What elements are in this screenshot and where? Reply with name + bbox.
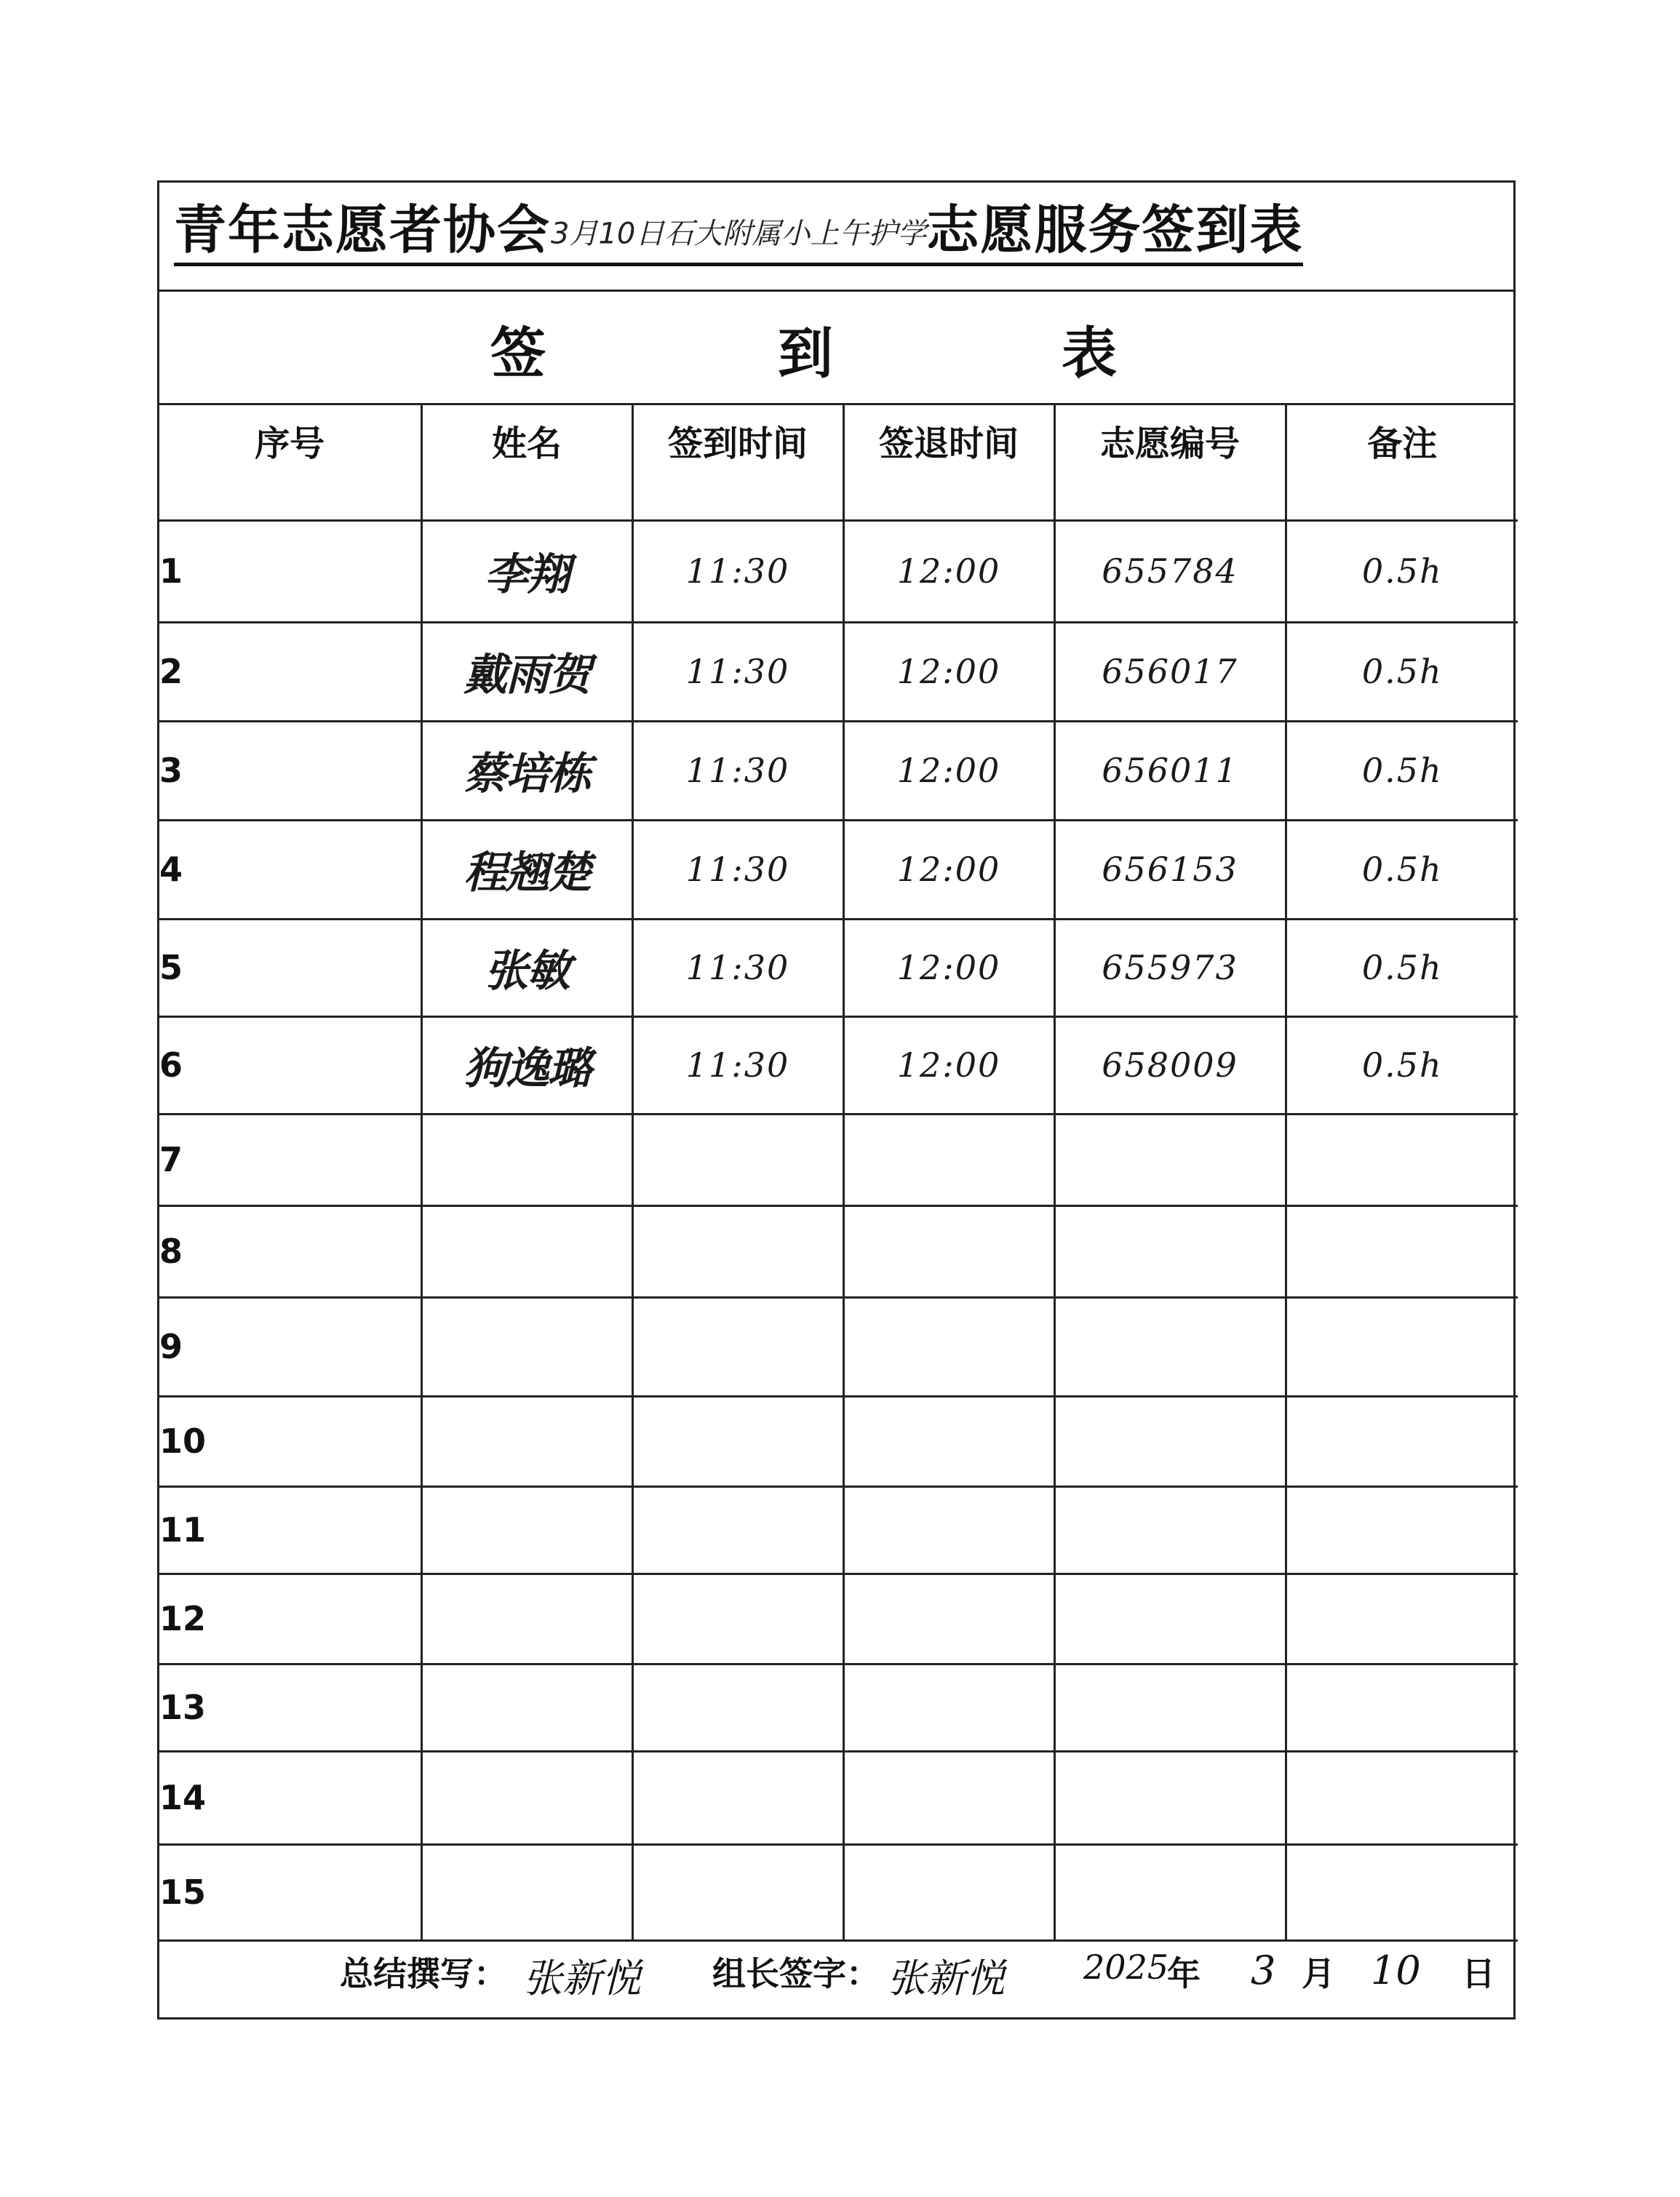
sign-out-time-cell: [843, 1751, 1054, 1844]
sign-out-time-cell: 12:00: [843, 820, 1054, 919]
table-row: [159, 919, 1518, 1016]
sign-out-time-cell: [843, 1664, 1054, 1751]
summary-signature: 张新悦: [523, 1955, 641, 2001]
sign-out-time-cell: [843, 1114, 1054, 1205]
volunteer-id-cell: [1054, 1114, 1286, 1205]
sign-in-time-cell: 11:30: [632, 721, 843, 820]
table-row: [159, 1205, 1518, 1297]
sign-out-time-cell: [843, 1297, 1054, 1396]
volunteer-id-cell: [1054, 1297, 1286, 1396]
table-row: [159, 622, 1518, 721]
note-cell: 0.5h: [1286, 1016, 1518, 1114]
sheet-title: [174, 199, 1303, 266]
volunteer-id-cell: 656153: [1054, 820, 1286, 919]
name-cell: [421, 1297, 632, 1396]
volunteer-id-cell: [1054, 1664, 1286, 1751]
sign-out-time-cell: 12:00: [843, 721, 1054, 820]
note-cell: [1286, 1574, 1518, 1664]
row-number: 12: [159, 1574, 421, 1664]
volunteer-id-cell: 658009: [1054, 1016, 1286, 1114]
sign-in-time-cell: [632, 1664, 843, 1751]
volunteer-id-cell: 656017: [1054, 622, 1286, 721]
year-label: 年: [1167, 1954, 1201, 1993]
note-cell: 0.5h: [1286, 721, 1518, 820]
name-cell: [421, 1486, 632, 1574]
sign-in-time-cell: 11:30: [632, 520, 843, 622]
col-header-no: 序号: [159, 405, 421, 520]
col-header-note: 备注: [1286, 405, 1518, 520]
leader-signature: 张新悦: [887, 1955, 1005, 2001]
table-row: [159, 721, 1518, 820]
sign-in-time-cell: [632, 1396, 843, 1486]
sign-out-time-cell: 12:00: [843, 919, 1054, 1016]
summary-label: 总结撰写：: [340, 1954, 507, 1993]
col-header-sign-in-time: 签到时间: [632, 405, 843, 520]
title-org: 青年志愿者协会: [174, 199, 552, 260]
leader-label: 组长签字：: [712, 1954, 880, 1993]
title-row: [159, 183, 1513, 292]
sign-in-time-cell: 11:30: [632, 622, 843, 721]
row-number: 1: [159, 520, 421, 622]
subtitle-char-2: 到: [778, 321, 833, 386]
date-day: 10: [1371, 1947, 1421, 1993]
name-cell: [421, 1396, 632, 1486]
note-cell: [1286, 1486, 1518, 1574]
sign-in-time-cell: 11:30: [632, 919, 843, 1016]
row-number: 9: [159, 1297, 421, 1396]
col-header-sign-out-time: 签退时间: [843, 405, 1054, 520]
title-handwritten-event: 3月10日石大附属小上午护学: [551, 217, 927, 251]
subtitle-row: [159, 292, 1513, 405]
row-number: 10: [159, 1396, 421, 1486]
table-row: [159, 1664, 1518, 1751]
sign-in-time-cell: 11:30: [632, 1016, 843, 1114]
note-cell: [1286, 1664, 1518, 1751]
sign-in-time-cell: 11:30: [632, 820, 843, 919]
table-row: [159, 1016, 1518, 1114]
col-header-name: 姓名: [421, 405, 632, 520]
name-cell: 程翘楚: [421, 820, 632, 919]
row-number: 13: [159, 1664, 421, 1751]
volunteer-id-cell: [1054, 1574, 1286, 1664]
row-number: 4: [159, 820, 421, 919]
note-cell: 0.5h: [1286, 622, 1518, 721]
day-label: 日: [1462, 1954, 1495, 1993]
name-cell: 狗逸璐: [421, 1016, 632, 1114]
name-cell: 戴雨贺: [421, 622, 632, 721]
note-cell: 0.5h: [1286, 820, 1518, 919]
note-cell: [1286, 1751, 1518, 1844]
sign-out-time-cell: [843, 1205, 1054, 1297]
sign-out-time-cell: [843, 1486, 1054, 1574]
table-row: [159, 1396, 1518, 1486]
row-number: 15: [159, 1844, 421, 1940]
table-row: [159, 1574, 1518, 1664]
volunteer-id-cell: [1054, 1486, 1286, 1574]
row-number: 8: [159, 1205, 421, 1297]
volunteer-id-cell: [1054, 1751, 1286, 1844]
volunteer-id-cell: 655784: [1054, 520, 1286, 622]
table-row: [159, 1297, 1518, 1396]
sign-in-time-cell: [632, 1486, 843, 1574]
sign-in-table: [159, 405, 1518, 1942]
sign-in-time-cell: [632, 1114, 843, 1205]
sign-out-time-cell: 12:00: [843, 622, 1054, 721]
table-row: [159, 820, 1518, 919]
col-header-volunteer-id: 志愿编号: [1054, 405, 1286, 520]
name-cell: [421, 1205, 632, 1297]
sign-in-time-cell: [632, 1574, 843, 1664]
sign-out-time-cell: 12:00: [843, 1016, 1054, 1114]
row-number: 3: [159, 721, 421, 820]
name-cell: [421, 1664, 632, 1751]
note-cell: [1286, 1114, 1518, 1205]
sign-out-time-cell: [843, 1396, 1054, 1486]
sign-out-time-cell: 12:00: [843, 520, 1054, 622]
row-number: 7: [159, 1114, 421, 1205]
name-cell: [421, 1574, 632, 1664]
row-number: 14: [159, 1751, 421, 1844]
row-number: 5: [159, 919, 421, 1016]
name-cell: 张敏: [421, 919, 632, 1016]
volunteer-id-cell: [1054, 1396, 1286, 1486]
name-cell: [421, 1751, 632, 1844]
volunteer-id-cell: 655973: [1054, 919, 1286, 1016]
table-row: [159, 1114, 1518, 1205]
note-cell: [1286, 1396, 1518, 1486]
sign-in-time-cell: [632, 1297, 843, 1396]
name-cell: [421, 1114, 632, 1205]
note-cell: 0.5h: [1286, 520, 1518, 622]
subtitle-char-3: 表: [1062, 321, 1117, 386]
subtitle-char-1: 签: [490, 321, 546, 386]
name-cell: 蔡培栋: [421, 721, 632, 820]
note-cell: 0.5h: [1286, 919, 1518, 1016]
name-cell: 李翔: [421, 520, 632, 622]
table-row: [159, 1751, 1518, 1844]
table-header-row: [159, 405, 1518, 520]
sign-in-sheet: [157, 180, 1516, 2019]
row-number: 6: [159, 1016, 421, 1114]
row-number: 2: [159, 622, 421, 721]
sign-in-time-cell: [632, 1751, 843, 1844]
table-row: [159, 1486, 1518, 1574]
note-cell: [1286, 1205, 1518, 1297]
sign-in-time-cell: [632, 1205, 843, 1297]
month-label: 月: [1302, 1954, 1335, 1993]
table-row: [159, 520, 1518, 622]
sign-out-time-cell: [843, 1574, 1054, 1664]
date-year: 2025: [1083, 1947, 1169, 1987]
volunteer-id-cell: [1054, 1205, 1286, 1297]
date-month: 3: [1251, 1947, 1276, 1993]
note-cell: [1286, 1297, 1518, 1396]
row-number: 11: [159, 1486, 421, 1574]
title-suffix: 志愿服务签到表: [926, 199, 1304, 260]
footer: [159, 1923, 1513, 2017]
volunteer-id-cell: 656011: [1054, 721, 1286, 820]
